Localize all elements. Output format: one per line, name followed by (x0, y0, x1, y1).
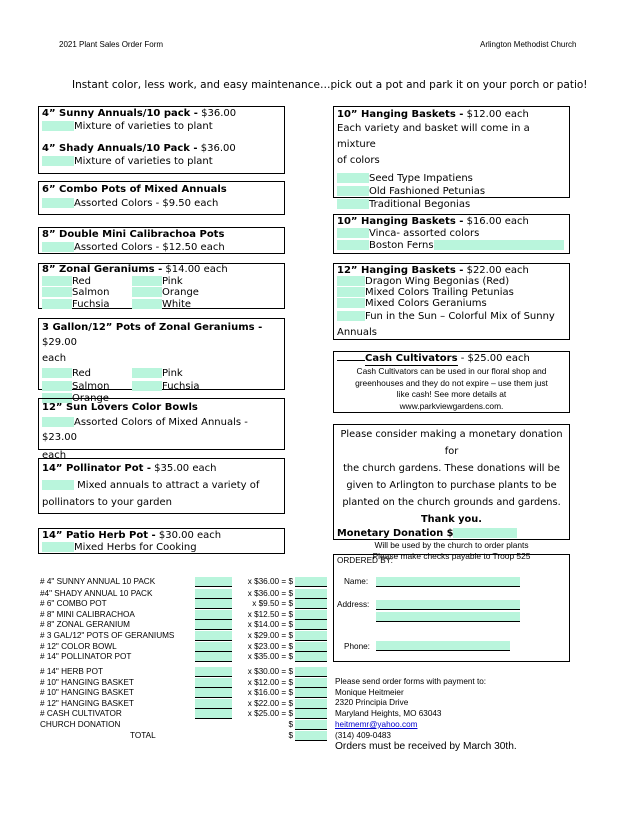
order-label: # 14" POLLINATOR POT (40, 652, 132, 661)
name-label: Name: (344, 577, 369, 586)
hanging22-box (333, 263, 570, 340)
poll-qty[interactable] (42, 480, 74, 490)
donate-text: given to Arlington to purchase plants to be (346, 480, 557, 491)
order-price: x $9.50 = $ (252, 599, 293, 608)
phone-field[interactable] (376, 641, 510, 651)
zonal-box (38, 263, 285, 309)
herb-price: $30.00 each (155, 530, 222, 541)
hang12-desc: Each variety and basket will come in a mixture (337, 123, 530, 150)
order-label: #4" SHADY ANNUAL 10 PACK (40, 589, 153, 598)
sunny-price: $36.00 (197, 108, 237, 119)
hang12-qty-begonias[interactable] (337, 199, 369, 209)
hang16-item: Boston Ferns (369, 240, 434, 251)
order-line (40, 652, 340, 662)
donation-label: Monetary Donation $ (337, 528, 454, 539)
zonal-qty-white[interactable] (132, 299, 162, 309)
order-label: # 6" COMBO POT (40, 599, 107, 608)
gal-price: $29.00 (42, 337, 77, 348)
zonal-price: $14.00 each (162, 264, 228, 275)
order-line (40, 589, 340, 599)
gal-each: each (42, 353, 67, 364)
zonal-qty-pink[interactable] (132, 276, 162, 286)
hang16-price: $16.00 each (463, 216, 529, 227)
sun-qty[interactable] (42, 417, 74, 427)
donation-amount-field[interactable] (453, 528, 517, 538)
cash-desc: greenhouses and they do not expire – use them just (355, 377, 548, 388)
poll-price: $35.00 each (151, 463, 217, 474)
zonal-qty-fuchsia[interactable] (42, 299, 72, 309)
order-label: CHURCH DONATION (40, 720, 121, 729)
address-label: Address: (337, 600, 370, 609)
shady-qty[interactable] (42, 156, 74, 166)
order-total[interactable] (295, 667, 327, 677)
order-qty[interactable] (195, 589, 232, 599)
order-qty[interactable] (195, 709, 232, 719)
combo-title: 6” Combo Pots of Mixed Annuals (42, 184, 227, 195)
hang22-qty-sunny[interactable] (337, 311, 365, 321)
gal-title: 3 Gallon/12” Pots of Zonal Geraniums - (42, 322, 263, 333)
order-qty[interactable] (195, 678, 232, 688)
hang12-price: $12.00 each (463, 109, 529, 120)
hang22-qty-petunias[interactable] (337, 287, 365, 297)
order-price: x $22.00 = $ (247, 699, 293, 708)
cash-qty[interactable] (337, 360, 365, 361)
hang22-title: 12” Hanging Baskets - (337, 265, 464, 276)
poll-desc: Mixed annuals to attract a variety of (74, 480, 260, 491)
order-qty[interactable] (195, 631, 232, 641)
cash-desc: like cash! See more details at (396, 389, 507, 399)
send-text: 2320 Principia Drive (335, 698, 409, 708)
mini-desc: Assorted Colors - $12.50 each (74, 241, 225, 253)
order-label: # 10" HANGING BASKET (40, 678, 134, 687)
color-label: Salmon (72, 380, 110, 392)
cash-website: www.parkviewgardens.com. (399, 400, 504, 411)
hang16-item: Vinca- assorted colors (369, 228, 480, 239)
sun-desc: Assorted Colors of Mixed Annuals - $23.00 (42, 417, 248, 443)
order-price: x $36.00 = $ (247, 577, 293, 586)
order-label: # 3 GAL/12" POTS OF GERANIUMS (40, 631, 175, 640)
order-line (40, 699, 340, 709)
order-price: $ (288, 720, 293, 729)
hang12-title: 10” Hanging Baskets - (337, 109, 464, 120)
shady-price: $36.00 (197, 143, 236, 154)
sunny-desc: Mixture of varieties to plant (74, 120, 213, 132)
cash-desc: Cash Cultivators can be used in our floral shop and (356, 366, 547, 376)
hang12-qty-petunias[interactable] (337, 186, 369, 196)
sunny-title: 4” Sunny Annuals/10 pack - (42, 108, 198, 119)
send-text: Monique Heitmeier (335, 687, 404, 697)
hang12-desc2: of colors (337, 155, 380, 166)
hang22-item: Dragon Wing Begonias (Red) (365, 276, 510, 287)
hang16-qty-ferns[interactable] (337, 240, 369, 250)
sun-lovers-box (38, 398, 285, 461)
color-label: Red (72, 275, 91, 287)
hang16-qty-vinca[interactable] (337, 228, 369, 238)
hang12-item: Old Fashioned Petunias (369, 186, 486, 197)
hang12-item: Seed Type Impatiens (369, 173, 473, 184)
order-total[interactable] (295, 589, 327, 599)
shady-title: 4” Shady Annuals/10 Pack - (42, 143, 198, 154)
order-line (40, 577, 340, 587)
order-line (40, 731, 340, 741)
email-link[interactable]: heitmemr@yahoo.com (335, 719, 418, 729)
order-line (40, 599, 340, 609)
order-label: # 4" SUNNY ANNUAL 10 PACK (40, 577, 156, 586)
zonal-qty-salmon[interactable] (42, 287, 72, 297)
order-qty[interactable] (195, 688, 232, 698)
hang22-qty-begonias[interactable] (337, 276, 365, 286)
gal-qty-pink[interactable] (132, 368, 162, 378)
herb-title: 14” Patio Herb Pot - (42, 530, 156, 541)
ferns-highlight (434, 240, 564, 250)
order-label: # 8" MINI CALIBRACHOA (40, 610, 135, 619)
order-price: x $29.00 = $ (247, 631, 293, 640)
order-price: x $14.00 = $ (247, 620, 293, 629)
donate-note: Please make checks payable to Troop 525 (372, 551, 531, 561)
hang22-item: Mixed Colors Geraniums (365, 298, 487, 309)
order-total[interactable] (295, 678, 327, 688)
order-qty[interactable] (195, 599, 232, 609)
order-line (40, 610, 340, 620)
order-price: x $23.00 = $ (247, 642, 293, 651)
hang22-item: Fun in the Sun – Colorful Mix of Sunny (365, 311, 555, 322)
order-line (40, 620, 340, 630)
hang22-price: $22.00 each (463, 265, 529, 276)
sunny-qty[interactable] (42, 121, 74, 131)
color-label: Orange (72, 393, 109, 404)
combo-desc: Assorted Colors - $9.50 each (74, 198, 219, 209)
send-info (335, 677, 517, 753)
donate-note: Will be used by the church to order plants (374, 540, 529, 550)
ordered-by-box (333, 554, 570, 662)
order-total[interactable] (295, 688, 327, 698)
color-label: Pink (162, 275, 183, 287)
combo-qty[interactable] (42, 198, 74, 208)
herb-box (38, 528, 285, 554)
shady-desc: Mixture of varieties to plant (74, 155, 213, 167)
color-label: Pink (162, 368, 183, 379)
order-price: x $12.50 = $ (247, 610, 293, 619)
order-qty[interactable] (195, 610, 232, 620)
hanging16-box (333, 214, 570, 254)
name-field[interactable] (376, 577, 520, 587)
zonal-qty-red[interactable] (42, 276, 72, 286)
order-price: x $25.00 = $ (247, 709, 293, 718)
order-line (40, 642, 340, 652)
address-field-1[interactable] (376, 600, 520, 610)
order-qty[interactable] (195, 642, 232, 652)
annual-packs-box (38, 106, 285, 174)
order-total[interactable] (295, 610, 327, 620)
gallon-box (38, 318, 285, 404)
order-qty[interactable] (195, 667, 232, 677)
herb-desc: Mixed Herbs for Cooking (74, 542, 197, 553)
hang22-qty-geraniums[interactable] (337, 298, 365, 308)
order-line (40, 631, 340, 641)
order-qty[interactable] (195, 652, 232, 662)
zonal-title: 8” Zonal Geraniums - (42, 264, 163, 275)
donate-text: Please consider making a monetary donation for (340, 429, 563, 457)
order-total[interactable] (295, 577, 327, 587)
sun-title: 12” Sun Lovers Color Bowls (42, 402, 198, 413)
order-total[interactable] (295, 720, 327, 730)
cash-box (333, 351, 570, 413)
order-price: x $35.00 = $ (247, 652, 293, 661)
order-line (40, 688, 340, 698)
hang16-title: 10” Hanging Baskets - (337, 216, 464, 227)
send-text: Please send order forms with payment to: (335, 677, 487, 686)
hang22-item: Mixed Colors Trailing Petunias (365, 287, 514, 298)
donate-text: the church gardens. These donations will be (343, 463, 560, 474)
order-label: TOTAL (130, 731, 156, 740)
church-name: Arlington Methodist Church (480, 40, 577, 49)
ordered-title: ORDERED BY: (337, 556, 393, 565)
order-total[interactable] (295, 709, 327, 719)
send-text: Maryland Heights, MO 63043 (335, 709, 442, 719)
form-title: 2021 Plant Sales Order Form (59, 40, 164, 49)
order-total[interactable] (295, 599, 327, 609)
poll-title: 14” Pollinator Pot - (42, 463, 151, 474)
poll-desc2: pollinators to your garden (42, 497, 172, 508)
send-phone: (314) 409-0483 (335, 730, 391, 740)
color-label: Salmon (72, 287, 110, 298)
phone-label: Phone: (344, 642, 370, 651)
order-label: # 12" HANGING BASKET (40, 699, 134, 708)
hang12-item: Traditional Begonias (369, 199, 471, 210)
order-label: # 12" COLOR BOWL (40, 642, 117, 651)
order-total[interactable] (295, 631, 327, 641)
herb-qty[interactable] (42, 542, 74, 552)
order-qty[interactable] (195, 699, 232, 709)
order-total[interactable] (295, 642, 327, 652)
pollinator-box (38, 458, 285, 514)
order-label: # CASH CULTIVATOR (40, 709, 122, 718)
order-price: x $36.00 = $ (247, 589, 293, 598)
order-line (40, 709, 340, 719)
order-price: x $12.00 = $ (247, 678, 293, 687)
cash-price: - $25.00 each (457, 353, 530, 364)
mini-qty[interactable] (42, 242, 74, 252)
address-field-2[interactable] (376, 612, 520, 622)
donate-thanks: Thank you. (421, 514, 482, 525)
tagline: Instant color, less work, and easy maintenance…pick out a pot and park it on your porch or patio! (72, 79, 588, 91)
order-price: x $16.00 = $ (247, 688, 293, 697)
order-total[interactable] (295, 699, 327, 709)
color-label: Fuchsia (72, 298, 110, 310)
mini-title: 8” Double Mini Calibrachoa Pots (42, 229, 225, 240)
color-label: Orange (162, 287, 199, 298)
order-price: $ (288, 731, 293, 740)
grand-total[interactable] (295, 731, 327, 741)
color-label: Red (72, 368, 91, 379)
order-qty[interactable] (195, 577, 232, 587)
order-label: # 10" HANGING BASKET (40, 688, 134, 697)
cash-title: Cash Cultivators (365, 353, 458, 364)
order-label: # 8" ZONAL GERANIUM (40, 620, 130, 629)
hang12-qty-impatiens[interactable] (337, 173, 369, 183)
deadline-text: Orders must be received by March 30th. (335, 741, 517, 753)
order-line (40, 667, 340, 677)
order-label: # 14" HERB POT (40, 667, 103, 676)
sun-each: each (42, 450, 67, 461)
zonal-qty-orange[interactable] (132, 287, 162, 297)
order-price: x $30.00 = $ (247, 667, 293, 676)
combo-box (38, 181, 285, 215)
donate-text: planted on the church grounds and gardens. (342, 497, 561, 508)
gal-qty-fuchsia[interactable] (132, 381, 162, 391)
order-total[interactable] (295, 620, 327, 630)
order-total[interactable] (295, 652, 327, 662)
order-line (40, 720, 340, 730)
hang22-last: Annuals (337, 327, 377, 338)
gal-qty-salmon[interactable] (42, 381, 72, 391)
mini-box (38, 227, 285, 254)
color-label: White (162, 298, 192, 310)
gal-qty-red[interactable] (42, 368, 72, 378)
order-qty[interactable] (195, 620, 232, 630)
hanging12-box (333, 106, 570, 210)
color-label: Fuchsia (162, 380, 200, 392)
order-line (40, 678, 340, 688)
